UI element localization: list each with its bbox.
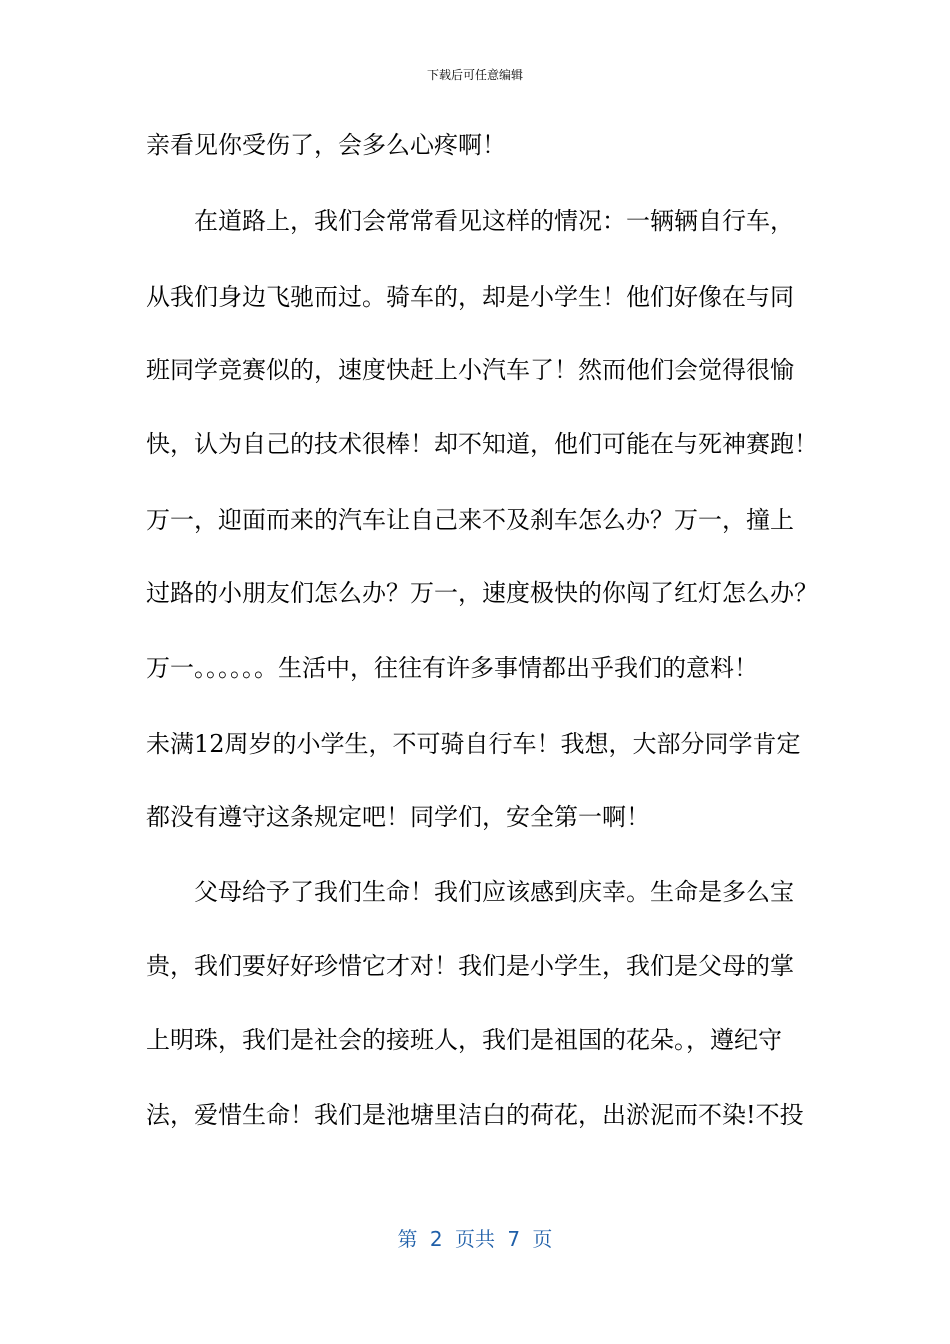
text-line: 从我们身边飞驰而过。骑车的，却是小学生！他们好像在与同 [146,283,794,311]
text-line: 班同学竞赛似的，速度快赶上小汽车了！然而他们会觉得很愉 [146,356,794,384]
text-line: 父母给予了我们生命！我们应该感到庆幸。生命是多么宝 [194,878,794,906]
text-line: 快，认为自己的技术很棒！却不知道，他们可能在与死神赛跑！ [146,430,818,458]
page-footer: 第 2 页共 7 页 [397,1227,553,1251]
text-line: 万一，迎面而来的汽车让自己来不及刹车怎么办？万一，撞上 [146,506,794,534]
text-line: 贵，我们要好好珍惜它才对！我们是小学生，我们是父母的掌 [146,952,794,980]
page-header: 下载后可任意编辑 [426,68,523,82]
text-line: 未满12周岁的小学生，不可骑自行车！我想，大部分同学肯定 [146,730,801,758]
text-line: 万一。。。。。。生活中，往往有许多事情都出乎我们的意料！ [146,654,758,682]
text-line: 都没有遵守这条规定吧！同学们，安全第一啊！ [146,803,650,831]
text-line: 亲看见你受伤了，会多么心疼啊！ [146,131,506,159]
text-line: 上明珠，我们是社会的接班人，我们是祖国的花朵。，遵纪守 [146,1026,782,1054]
text-line: 法，爱惜生命！我们是池塘里洁白的荷花，出淤泥而不染!不投 [146,1101,804,1129]
text-line: 过路的小朋友们怎么办？万一，速度极快的你闯了红灯怎么办？ [146,579,818,607]
text-line: 在道路上，我们会常常看见这样的情况：一辆辆自行车， [194,207,794,235]
